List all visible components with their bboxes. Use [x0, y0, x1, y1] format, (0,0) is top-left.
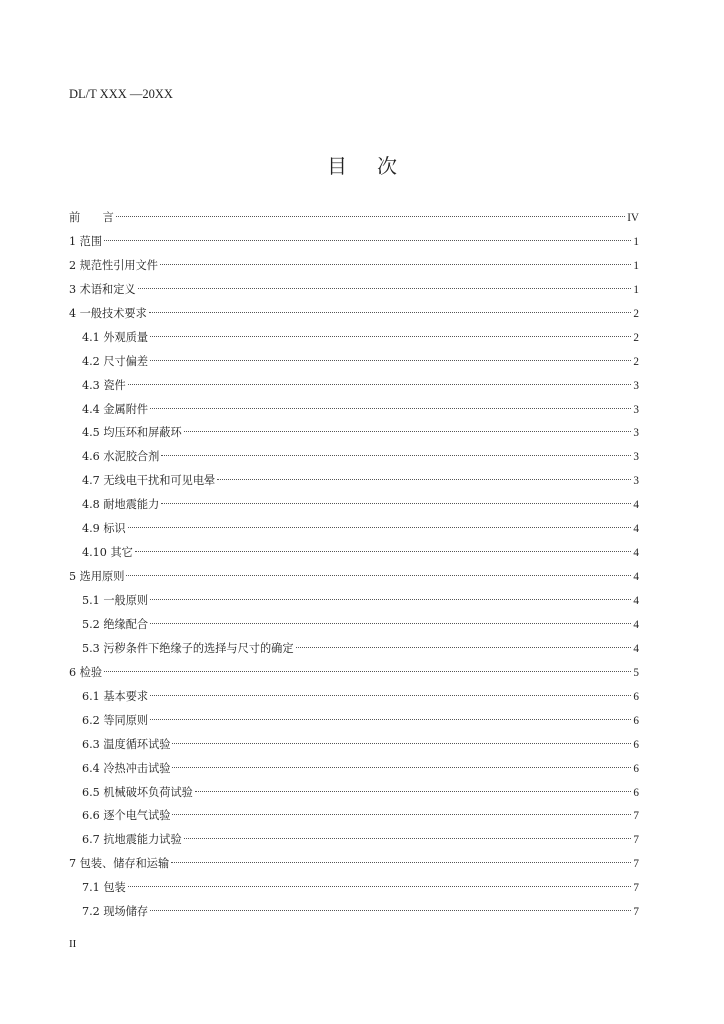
toc-leader-dots	[171, 862, 631, 863]
toc-entry[interactable]	[69, 254, 639, 278]
table-of-contents	[69, 206, 639, 924]
toc-entry-page: IV	[627, 212, 639, 224]
toc-entry-page: 4	[633, 571, 639, 584]
toc-entry-page: 7	[633, 882, 639, 895]
toc-entry-page: 1	[633, 235, 639, 248]
toc-entry-label: 4.6 水泥胶合剂	[82, 450, 160, 464]
toc-entry-label: 4.9 标识	[82, 522, 126, 536]
toc-entry-label: 前 言	[69, 211, 114, 224]
toc-entry[interactable]	[69, 421, 639, 445]
toc-leader-dots	[128, 886, 632, 887]
toc-entry-label: 6.7 抗地震能力试验	[82, 833, 182, 847]
toc-entry[interactable]	[69, 206, 639, 230]
toc-entry-page: 3	[633, 427, 639, 440]
toc-leader-dots	[150, 599, 631, 600]
toc-entry[interactable]	[69, 757, 639, 781]
toc-entry-page: 7	[633, 834, 639, 847]
toc-leader-dots	[150, 695, 631, 696]
toc-entry-label: 6.4 冷热冲击试验	[82, 761, 171, 775]
toc-entry-page: 4	[633, 618, 639, 631]
toc-entry[interactable]	[69, 517, 639, 541]
toc-entry-page: 6	[633, 690, 639, 703]
toc-entry[interactable]	[69, 733, 639, 757]
toc-entry[interactable]	[69, 565, 639, 589]
toc-entry-page: 6	[633, 738, 639, 751]
toc-entry-label: 6.6 逐个电气试验	[82, 809, 171, 823]
toc-leader-dots	[296, 647, 632, 648]
toc-entry-label: 5 选用原则	[69, 570, 125, 584]
toc-entry-label: 5.2 绝缘配合	[82, 617, 149, 631]
toc-entry-label: 1 范围	[69, 234, 103, 248]
toc-entry-page: 4	[633, 499, 639, 512]
toc-entry-page: 3	[633, 403, 639, 416]
toc-entry-label: 4.7 无线电干扰和可见电晕	[82, 474, 216, 488]
toc-entry[interactable]	[69, 230, 639, 254]
toc-entry[interactable]	[69, 828, 639, 852]
toc-entry[interactable]	[69, 541, 639, 565]
toc-entry[interactable]	[69, 278, 639, 302]
toc-entry-page: 6	[633, 786, 639, 799]
toc-leader-dots	[128, 384, 632, 385]
toc-entry-page: 7	[633, 810, 639, 823]
toc-entry-page: 6	[633, 714, 639, 727]
toc-leader-dots	[149, 312, 632, 313]
toc-leader-dots	[195, 791, 632, 792]
toc-leader-dots	[160, 264, 631, 265]
toc-entry-page: 2	[633, 307, 639, 320]
toc-leader-dots	[172, 743, 631, 744]
toc-leader-dots	[126, 575, 631, 576]
toc-entry-page: 6	[633, 762, 639, 775]
toc-entry[interactable]	[69, 613, 639, 637]
toc-leader-dots	[150, 360, 631, 361]
toc-entry[interactable]	[69, 589, 639, 613]
toc-entry[interactable]	[69, 326, 639, 350]
toc-entry-label: 6.5 机械破坏负荷试验	[82, 785, 193, 799]
toc-leader-dots	[150, 336, 631, 337]
toc-entry-label: 2 规范性引用文件	[69, 258, 158, 272]
toc-entry-label: 5.1 一般原则	[82, 594, 149, 607]
page-number: II	[69, 938, 77, 950]
toc-entry-label: 7.2 现场储存	[82, 905, 149, 919]
toc-leader-dots	[184, 431, 632, 432]
toc-entry-label: 6.3 温度循环试验	[82, 737, 171, 751]
toc-entry-page: 4	[633, 523, 639, 536]
document-code: DL/T XXX —20XX	[69, 87, 173, 101]
toc-entry-label: 4.5 均压环和屏蔽环	[82, 426, 182, 440]
toc-entry[interactable]	[69, 637, 639, 661]
toc-entry-page: 3	[633, 451, 639, 464]
toc-entry-page: 3	[633, 475, 639, 488]
toc-entry-label: 4 一般技术要求	[69, 306, 147, 320]
toc-entry[interactable]	[69, 852, 639, 876]
toc-entry-page: 5	[633, 666, 639, 679]
toc-entry-label: 6.2 等同原则	[82, 713, 149, 727]
toc-entry-label: 4.4 金属附件	[82, 402, 149, 416]
toc-leader-dots	[150, 623, 631, 624]
toc-leader-dots	[116, 216, 625, 217]
toc-entry-label: 4.3 瓷件	[82, 378, 126, 392]
toc-leader-dots	[104, 240, 631, 241]
toc-entry[interactable]	[69, 876, 639, 900]
toc-entry[interactable]	[69, 685, 639, 709]
toc-entry-label: 5.3 污秽条件下绝缘子的选择与尺寸的确定	[82, 641, 294, 655]
toc-entry-label: 7.1 包装	[82, 881, 126, 895]
toc-leader-dots	[150, 910, 631, 911]
toc-entry[interactable]	[69, 804, 639, 828]
toc-leader-dots	[150, 719, 631, 720]
toc-entry-label: 4.1 外观质量	[82, 330, 149, 344]
toc-leader-dots	[172, 767, 631, 768]
toc-leader-dots	[128, 527, 632, 528]
toc-entry[interactable]	[69, 398, 639, 422]
toc-entry-page: 7	[633, 858, 639, 871]
toc-entry[interactable]	[69, 900, 639, 924]
toc-entry-page: 2	[633, 331, 639, 344]
toc-entry[interactable]	[69, 661, 639, 685]
toc-entry-label: 6 检验	[69, 665, 103, 679]
page-title: 目次	[327, 154, 427, 178]
toc-entry[interactable]	[69, 781, 639, 805]
toc-entry[interactable]	[69, 302, 639, 326]
toc-entry[interactable]	[69, 709, 639, 733]
toc-entry[interactable]	[69, 350, 639, 374]
toc-entry-label: 4.8 耐地震能力	[82, 498, 160, 512]
toc-leader-dots	[184, 838, 632, 839]
toc-entry-page: 2	[633, 355, 639, 368]
toc-entry-page: 4	[633, 595, 639, 607]
toc-entry[interactable]	[69, 445, 639, 469]
toc-entry-label: 3 术语和定义	[69, 282, 136, 296]
toc-entry[interactable]	[69, 469, 639, 493]
toc-leader-dots	[150, 408, 631, 409]
toc-entry-label: 4.10 其它	[82, 546, 133, 560]
toc-entry[interactable]	[69, 374, 639, 398]
toc-entry-page: 1	[633, 283, 639, 296]
toc-entry-page: 1	[633, 259, 639, 272]
toc-entry-page: 3	[633, 379, 639, 392]
toc-entry-label: 6.1 基本要求	[82, 689, 149, 703]
toc-leader-dots	[217, 479, 631, 480]
toc-leader-dots	[161, 455, 631, 456]
toc-entry-page: 4	[633, 547, 639, 560]
toc-entry[interactable]	[69, 493, 639, 517]
toc-leader-dots	[135, 551, 632, 552]
toc-entry-page: 7	[633, 906, 639, 919]
toc-entry-label: 7 包装、储存和运输	[69, 857, 170, 871]
toc-leader-dots	[104, 671, 631, 672]
toc-entry-page: 4	[633, 642, 639, 655]
toc-entry-label: 4.2 尺寸偏差	[82, 354, 149, 368]
toc-leader-dots	[161, 503, 631, 504]
toc-leader-dots	[138, 288, 632, 289]
toc-leader-dots	[172, 814, 631, 815]
